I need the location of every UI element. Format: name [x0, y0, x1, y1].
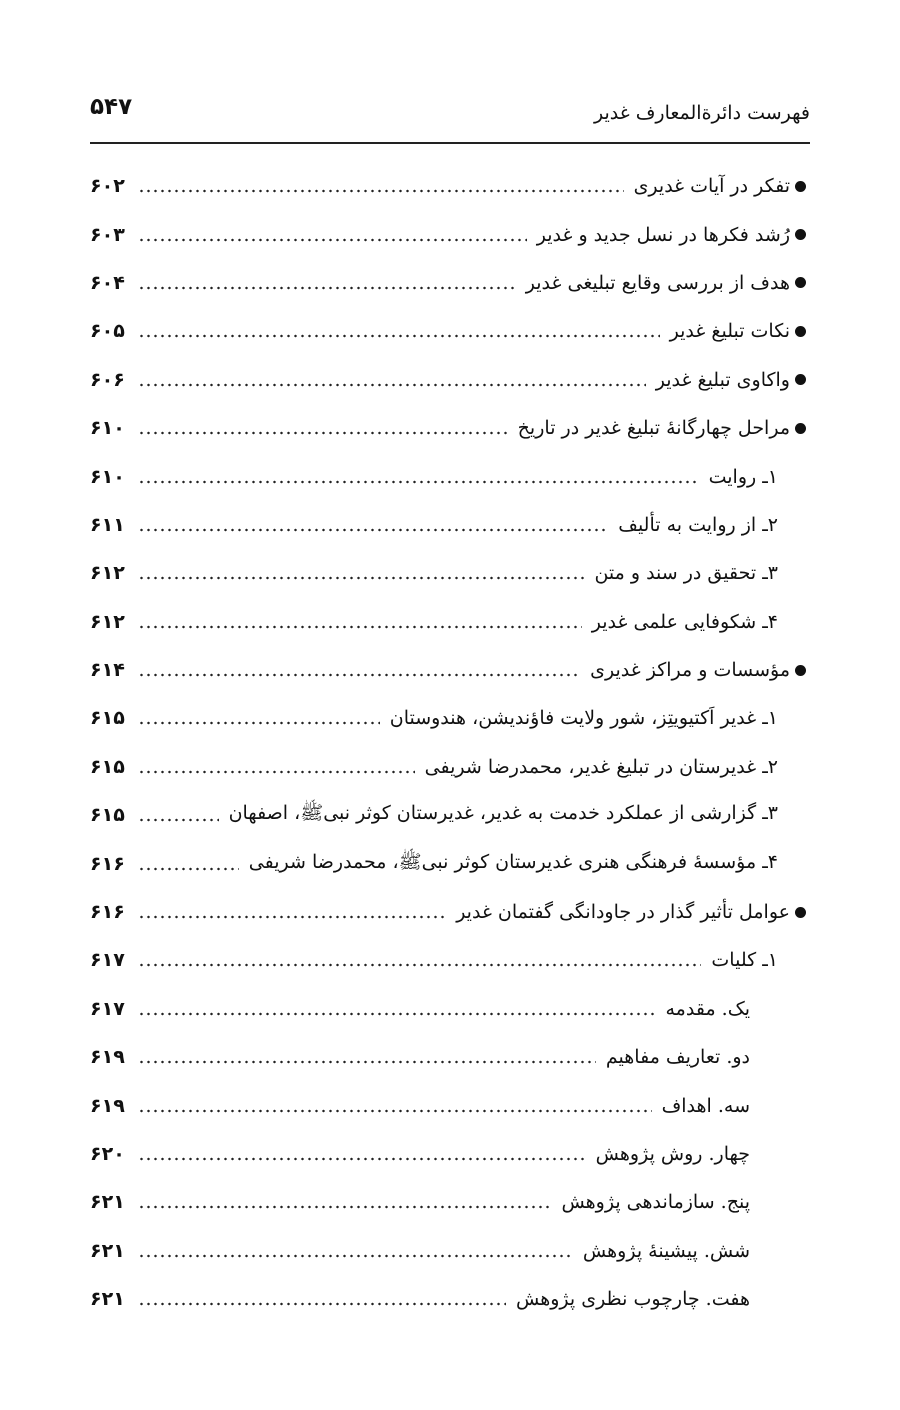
toc-entry-page: ۶۱۴ — [90, 659, 125, 682]
toc-entry-page: ۶۰۵ — [90, 320, 125, 343]
bullet-slot — [790, 229, 810, 240]
toc-subentry — [90, 452, 810, 500]
dot-leader — [138, 480, 699, 484]
toc-entry-page: ۶۰۲ — [90, 175, 125, 198]
toc-subentry — [90, 1227, 810, 1275]
dot-leader — [138, 1254, 573, 1258]
toc-section-entry — [90, 259, 810, 307]
dot-leader — [138, 1157, 586, 1161]
toc-entry-title: یک. مقدمه — [665, 997, 750, 1020]
toc-section-entry — [90, 162, 810, 210]
toc-subentry — [90, 598, 810, 646]
toc-subentry — [90, 549, 810, 597]
page-number: ۵۴۷ — [90, 94, 133, 120]
dot-leader — [138, 431, 508, 435]
toc-subentry — [90, 1033, 810, 1081]
dot-leader — [138, 1060, 596, 1064]
toc-subentry — [90, 791, 810, 839]
bullet-slot — [790, 665, 810, 676]
toc-entry-title: هدف از بررسی وقایع تبلیغی غدیر — [525, 271, 790, 294]
toc-subentry — [90, 1178, 810, 1226]
bullet-slot — [790, 423, 810, 434]
toc-entry-page: ۶۱۹ — [90, 1094, 125, 1117]
dot-leader — [138, 1205, 551, 1209]
toc-entry-title: رُشد فکرها در نسل جدید و غدیر — [536, 223, 790, 246]
toc-entry-page: ۶۱۵ — [90, 755, 125, 778]
toc-entry-page: ۶۱۲ — [90, 562, 125, 585]
toc-entry-page: ۶۰۴ — [90, 271, 125, 294]
toc-section-entry — [90, 646, 810, 694]
toc-section-entry — [90, 307, 810, 355]
toc-subentry — [90, 985, 810, 1033]
toc-subentry — [90, 743, 810, 791]
toc-entry-page: ۶۱۷ — [90, 997, 125, 1020]
dot-leader — [138, 963, 701, 967]
toc-entry-page: ۶۱۵ — [90, 707, 125, 730]
toc-entry-title: نکات تبلیغ غدیر — [669, 320, 790, 343]
dot-leader — [138, 673, 580, 677]
toc-subentry — [90, 1130, 810, 1178]
dot-leader — [138, 576, 584, 580]
toc-entry-title: ۴ـ شکوفایی علمی غدیر — [591, 610, 778, 633]
toc-entry-title: واکاوی تبلیغ غدیر — [655, 368, 790, 391]
toc-entry-title: ۳ـ تحقیق در سند و متن — [594, 562, 778, 585]
toc-subentry — [90, 936, 810, 984]
toc-entry-page: ۶۱۲ — [90, 610, 125, 633]
dot-leader — [138, 721, 380, 725]
toc-section-entry — [90, 404, 810, 452]
toc-entry-page: ۶۱۶ — [90, 852, 125, 875]
toc-subentry — [90, 1081, 810, 1129]
dot-leader — [138, 286, 516, 290]
toc-entry-page: ۶۰۳ — [90, 223, 125, 246]
toc-entry-title: چهار. روش پژوهش — [595, 1143, 750, 1165]
dot-leader — [138, 383, 646, 387]
toc-entry-title: تفکر در آیات غدیری — [633, 175, 790, 198]
toc-entry-title: ۲ـ از روایت به تألیف — [618, 513, 778, 536]
table-of-contents — [90, 162, 810, 1323]
toc-entry-title: ۱ـ غدیر اَکتیویتِز، شور ولایت فاؤندیشن، هندوستان — [389, 707, 778, 730]
toc-entry-page: ۶۱۹ — [90, 1046, 125, 1069]
toc-entry-title: شش. پیشینهٔ پژوهش — [582, 1239, 750, 1262]
toc-entry-page: ۶۱۷ — [90, 949, 125, 972]
dot-leader — [138, 528, 608, 532]
page-header — [90, 92, 810, 136]
bullet-slot — [790, 374, 810, 385]
bullet-icon — [795, 326, 806, 337]
toc-entry-title: ۳ـ گزارشی از عملکرد خدمت به غدیر، غدیرستان کوثر نبیﷺ، اصفهان — [228, 802, 778, 825]
bullet-icon — [795, 665, 806, 676]
toc-subentry — [90, 839, 810, 887]
toc-entry-page: ۶۲۱ — [90, 1191, 125, 1214]
toc-entry-title: عوامل تأثیر گذار در جاودانگی گفتمان غدیر — [456, 901, 790, 924]
toc-section-entry — [90, 356, 810, 404]
bullet-icon — [795, 181, 806, 192]
toc-entry-title: ۴ـ مؤسسهٔ فرهنگی هنری غدیرستان کوثر نبیﷺ، محمدرضا شریفی — [248, 850, 778, 873]
header-rule — [90, 142, 810, 144]
dot-leader — [138, 1302, 506, 1306]
bullet-icon — [795, 374, 806, 385]
toc-entry-page: ۶۲۰ — [90, 1143, 125, 1165]
toc-entry-title: پنج. سازماندهی پژوهش — [561, 1191, 750, 1214]
toc-entry-page: ۶۰۶ — [90, 368, 125, 391]
toc-entry-title: دو. تعاریف مفاهیم — [605, 1046, 750, 1069]
toc-subentry — [90, 501, 810, 549]
bullet-slot — [790, 277, 810, 288]
dot-leader — [138, 625, 582, 629]
bullet-slot — [790, 907, 810, 918]
toc-entry-title: مؤسسات و مراکز غدیری — [590, 659, 790, 682]
toc-entry-page: ۶۱۶ — [90, 901, 125, 924]
bullet-slot — [790, 326, 810, 337]
toc-entry-title: مراحل چهارگانهٔ تبلیغ غدیر در تاریخ — [517, 417, 790, 440]
bullet-icon — [795, 423, 806, 434]
toc-entry-page: ۶۲۱ — [90, 1288, 125, 1311]
bullet-slot — [790, 181, 810, 192]
dot-leader — [138, 867, 239, 871]
toc-entry-page: ۶۱۵ — [90, 804, 125, 827]
toc-subentry — [90, 1275, 810, 1323]
dot-leader — [138, 818, 219, 822]
bullet-icon — [795, 229, 806, 240]
bullet-icon — [795, 907, 806, 918]
toc-entry-page: ۶۱۱ — [90, 513, 125, 536]
toc-section-entry — [90, 210, 810, 258]
toc-entry-page: ۶۲۱ — [90, 1239, 125, 1262]
dot-leader — [138, 1109, 652, 1113]
bullet-icon — [795, 277, 806, 288]
toc-entry-title: سه. اهداف — [661, 1094, 750, 1117]
dot-leader — [138, 1012, 656, 1016]
toc-entry-title: ۱ـ روایت — [708, 465, 778, 488]
toc-subentry — [90, 694, 810, 742]
toc-entry-page: ۶۱۰ — [90, 417, 125, 440]
toc-entry-page: ۶۱۰ — [90, 465, 125, 488]
running-title: فهرست دائرةالمعارف غدیر — [593, 102, 810, 124]
dot-leader — [138, 915, 446, 919]
dot-leader — [138, 334, 660, 338]
toc-section-entry — [90, 888, 810, 936]
toc-entry-title: ۱ـ کلیات — [711, 949, 778, 972]
dot-leader — [138, 189, 624, 193]
dot-leader — [138, 238, 527, 242]
toc-entry-title: هفت. چارچوب نظری پژوهش — [515, 1288, 750, 1311]
toc-entry-title: ۲ـ غدیرستان در تبلیغ غدیر، محمدرضا شریفی — [424, 755, 778, 778]
dot-leader — [138, 770, 415, 774]
